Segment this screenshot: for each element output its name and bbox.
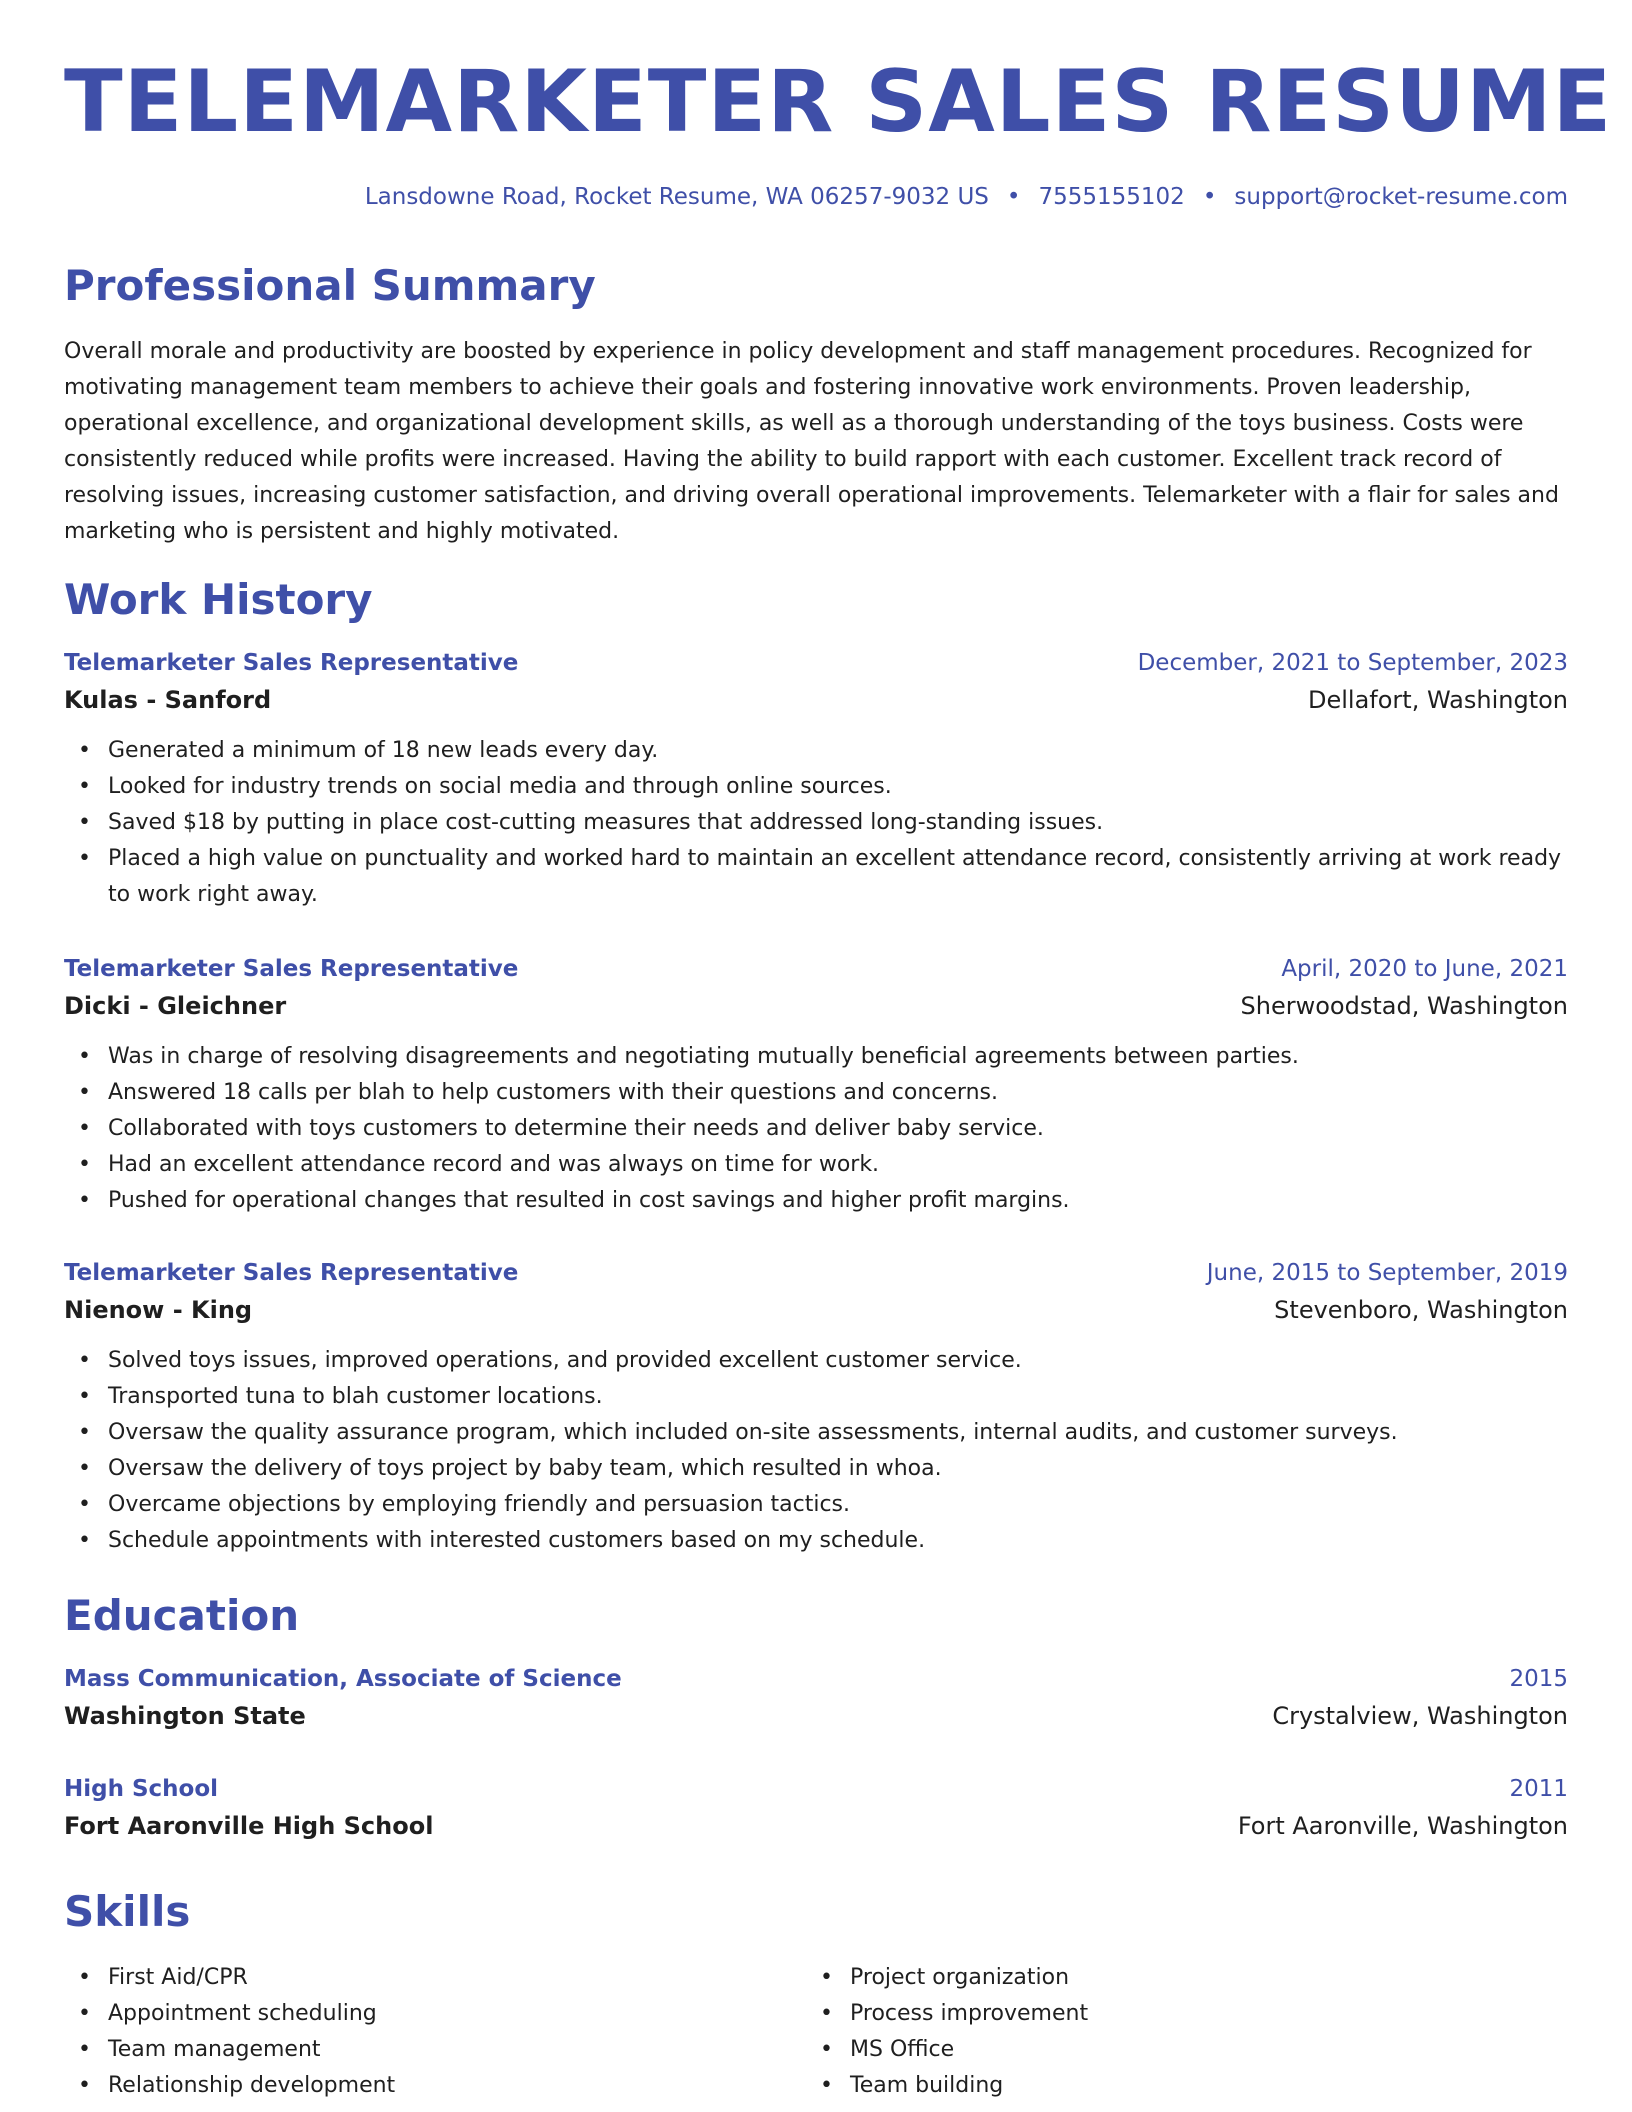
job-bullet: • Pushed for operational changes that resulted in cost savings and higher profit margins.	[64, 1183, 1568, 1219]
skills-list-left	[64, 1960, 806, 2104]
education-header-row	[64, 1771, 1568, 1807]
education-entry	[64, 1771, 1568, 1845]
education-school: Washington State	[64, 1702, 306, 1730]
job-bullet: • Placed a high value on punctuality and worked hard to maintain an excellent attendance record, consistently arriving at work ready to work right away.	[64, 841, 1568, 913]
job-location: Dellafort, Washington	[1308, 686, 1568, 714]
job-entry	[64, 1255, 1568, 1559]
skill-item: • Project organization	[806, 1960, 1548, 1996]
job-bullet: • Had an excellent attendance record and was always on time for work.	[64, 1147, 1568, 1183]
job-header-row	[64, 645, 1568, 681]
job-company-row	[64, 1291, 1568, 1329]
job-bullet: • Solved toys issues, improved operations, and provided excellent customer service.	[64, 1343, 1568, 1379]
skills-columns	[64, 1960, 1568, 2104]
job-bullet: • Overcame objections by employing friendly and persuasion tactics.	[64, 1487, 1568, 1523]
contact-line	[64, 182, 1568, 212]
education-year: 2015	[1509, 1666, 1568, 1692]
job-company: Dicki - Gleichner	[64, 992, 287, 1020]
job-bullets	[64, 1343, 1568, 1559]
job-bullet: • Looked for industry trends on social media and through online sources.	[64, 769, 1568, 805]
education-entry	[64, 1661, 1568, 1735]
skill-item: • Appointment scheduling	[64, 1996, 806, 2032]
job-bullet: • Generated a minimum of 18 new leads every day.	[64, 733, 1568, 769]
section-title-skills: Skills	[64, 1887, 191, 1936]
contact-separator: •	[1006, 184, 1021, 210]
education-year: 2011	[1509, 1776, 1568, 1802]
job-bullet: • Was in charge of resolving disagreements and negotiating mutually beneficial agreements between parties.	[64, 1039, 1568, 1075]
contact-separator: •	[1202, 184, 1217, 210]
job-company-row	[64, 681, 1568, 719]
skill-item: • Relationship development	[64, 2068, 806, 2104]
job-bullet: • Collaborated with toys customers to determine their needs and deliver baby service.	[64, 1111, 1568, 1147]
job-company: Nienow - King	[64, 1296, 253, 1324]
job-role: Telemarketer Sales Representative	[64, 650, 519, 676]
job-dates: December, 2021 to September, 2023	[1137, 650, 1568, 676]
job-bullets	[64, 1039, 1568, 1219]
job-header-row	[64, 1255, 1568, 1291]
job-role: Telemarketer Sales Representative	[64, 1260, 519, 1286]
education-school-row	[64, 1807, 1568, 1845]
job-dates: June, 2015 to September, 2019	[1206, 1260, 1568, 1286]
education-degree: Mass Communication, Associate of Science	[64, 1666, 622, 1692]
education-degree: High School	[64, 1776, 219, 1802]
job-location: Sherwoodstad, Washington	[1240, 992, 1568, 1020]
job-bullets	[64, 733, 1568, 913]
job-company: Kulas - Sanford	[64, 686, 272, 714]
skill-item: • First Aid/CPR	[64, 1960, 806, 1996]
job-bullet: • Schedule appointments with interested customers based on my schedule.	[64, 1523, 1568, 1559]
summary-text: Overall morale and productivity are boosted by experience in policy development and staff management procedures. Recognized for motivating management team members to achieve their goals and fostering innovative work environments. Proven leadership, operational excellence, and organizational development skills, as well as a thorough understanding of the toys business. Costs were consistently reduced while profits were increased. Having the ability to build rapport with each customer. Excellent track record of resolving issues, increasing customer satisfaction, and driving overall operational improvements. Telemarketer with a flair for sales and marketing who is persistent and highly motivated.	[64, 339, 1559, 544]
section-title-education: Education	[64, 1591, 300, 1640]
contact-email: support@rocket-resume.com	[1234, 184, 1568, 210]
resume-name: TELEMARKETER SALES RESUME	[64, 52, 1613, 152]
job-role: Telemarketer Sales Representative	[64, 956, 519, 982]
job-dates: April, 2020 to June, 2021	[1281, 956, 1568, 982]
education-location: Fort Aaronville, Washington	[1237, 1812, 1568, 1840]
job-bullet: • Transported tuna to blah customer locations.	[64, 1379, 1568, 1415]
education-school: Fort Aaronville High School	[64, 1812, 434, 1840]
job-bullet: • Saved $18 by putting in place cost-cutting measures that addressed long-standing issues.	[64, 805, 1568, 841]
section-title-work-history: Work History	[64, 575, 373, 624]
job-bullet: • Answered 18 calls per blah to help customers with their questions and concerns.	[64, 1075, 1568, 1111]
section-title-summary: Professional Summary	[64, 261, 596, 310]
skill-item: • Team management	[64, 2032, 806, 2068]
contact-address: Lansdowne Road, Rocket Resume, WA 06257-9032 US	[364, 184, 989, 210]
skills-list-right	[806, 1960, 1548, 2104]
contact-phone: 7555155102	[1038, 184, 1185, 210]
job-entry	[64, 645, 1568, 913]
job-company-row	[64, 987, 1568, 1025]
education-header-row	[64, 1661, 1568, 1697]
education-school-row	[64, 1697, 1568, 1735]
job-header-row	[64, 951, 1568, 987]
skill-item: • MS Office	[806, 2032, 1548, 2068]
job-entry	[64, 951, 1568, 1219]
skill-item: • Team building	[806, 2068, 1548, 2104]
education-location: Crystalview, Washington	[1272, 1702, 1568, 1730]
skill-item: • Process improvement	[806, 1996, 1548, 2032]
job-bullet: • Oversaw the delivery of toys project by baby team, which resulted in whoa.	[64, 1451, 1568, 1487]
job-location: Stevenboro, Washington	[1274, 1296, 1568, 1324]
job-bullet: • Oversaw the quality assurance program, which included on-site assessments, internal audits, and customer surveys.	[64, 1415, 1568, 1451]
